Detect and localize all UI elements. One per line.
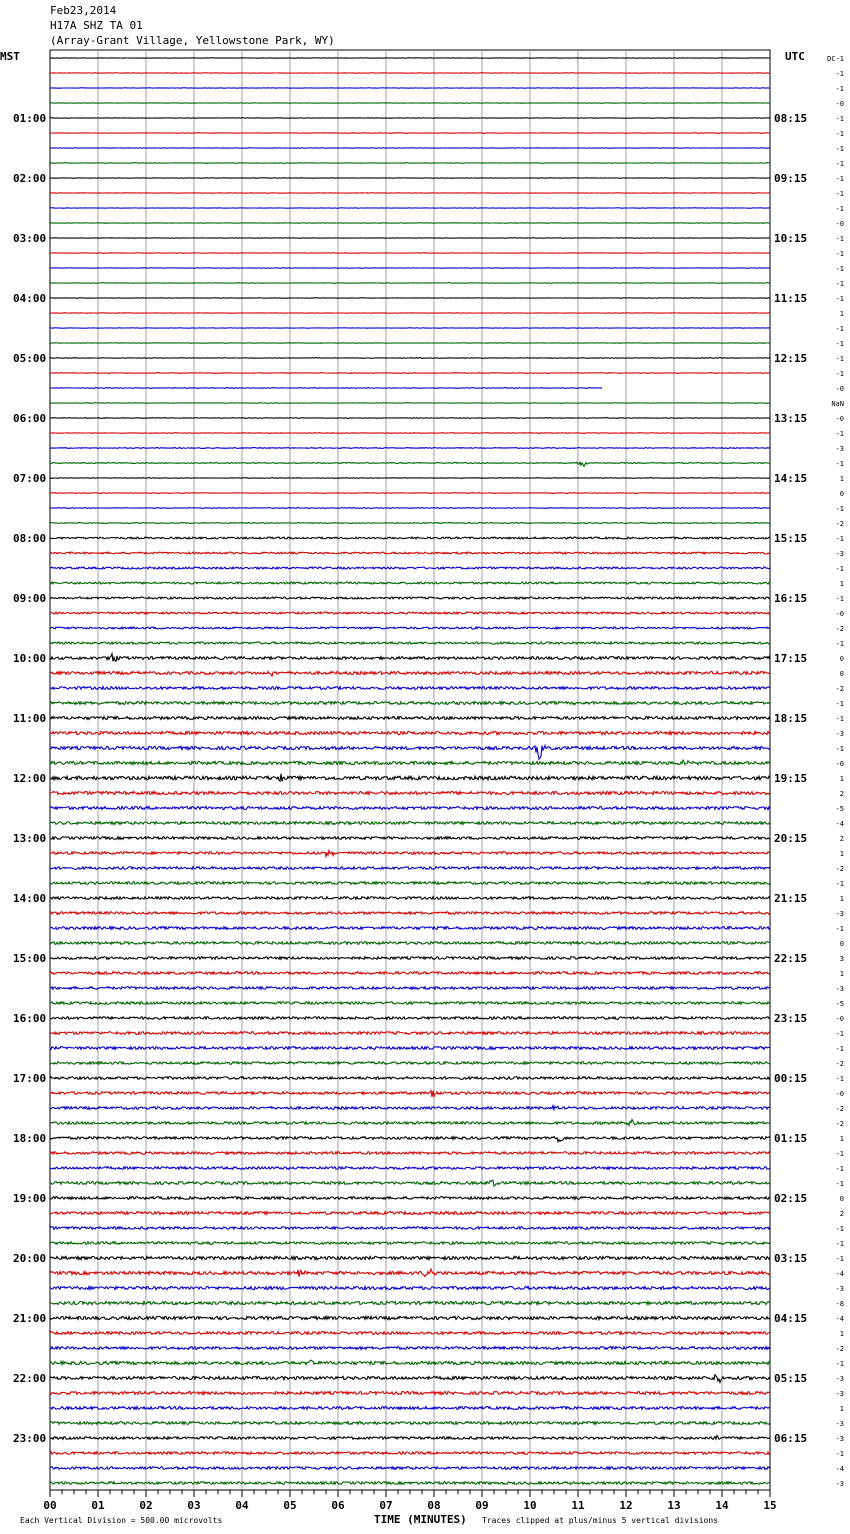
- seismic-trace: [50, 837, 770, 840]
- trace-value-label: 0: [839, 1195, 844, 1203]
- trace-value-label: -1: [835, 355, 844, 363]
- trace-value-label: -3: [835, 1480, 844, 1488]
- seismic-trace: [50, 851, 770, 857]
- utc-label: UTC: [785, 50, 805, 63]
- seismic-trace: [50, 582, 770, 584]
- mst-hour-label: 16:00: [13, 1012, 47, 1025]
- trace-value-label: 1: [839, 1330, 844, 1338]
- trace-value-label: -2: [835, 685, 844, 693]
- trace-value-label: 0: [839, 670, 844, 678]
- trace-value-label: -3: [835, 550, 844, 558]
- utc-hour-label: 12:15: [774, 352, 808, 365]
- clip-note: Traces clipped at plus/minus 5 vertical divisions: [482, 1516, 719, 1525]
- seismic-trace: [50, 1062, 770, 1065]
- trace-value-label: -1: [835, 175, 844, 183]
- trace-value-label: 1: [839, 1405, 844, 1413]
- utc-hour-label: 03:15: [774, 1252, 808, 1265]
- trace-value-label: 0: [839, 940, 844, 948]
- utc-hour-labels: [774, 112, 807, 1445]
- seismic-trace: [50, 927, 770, 930]
- trace-value-label: -1: [835, 1075, 844, 1083]
- seismic-trace: [50, 1120, 770, 1126]
- mst-hour-label: 05:00: [13, 352, 47, 365]
- trace-value-label: 0: [839, 655, 844, 663]
- utc-hour-label: 02:15: [774, 1192, 808, 1205]
- trace-value-label: -2: [835, 1105, 844, 1113]
- trace-value-label: -3: [835, 1375, 844, 1383]
- utc-hour-label: 08:15: [774, 112, 808, 125]
- seismic-trace: [50, 774, 770, 782]
- seismic-trace: [50, 671, 770, 676]
- mst-hour-label: 10:00: [13, 652, 47, 665]
- trace-value-label: -1: [835, 880, 844, 888]
- seismic-trace: [50, 987, 770, 990]
- mst-label: MST: [0, 50, 20, 63]
- trace-value-label: 3: [839, 955, 844, 963]
- trace-value-label: -2: [835, 865, 844, 873]
- trace-value-label: -1: [835, 250, 844, 258]
- seismic-trace: [50, 358, 770, 359]
- mst-hour-label: 14:00: [13, 892, 47, 905]
- trace-value-label: 1: [839, 580, 844, 588]
- seismic-trace: [50, 1137, 770, 1142]
- utc-hour-label: 15:15: [774, 532, 808, 545]
- mst-hour-label: 09:00: [13, 592, 47, 605]
- trace-value-label: -2: [835, 1060, 844, 1068]
- trace-value-label: -2: [835, 520, 844, 528]
- x-tick-label: 13: [667, 1499, 681, 1512]
- trace-value-label: -0: [835, 1015, 844, 1023]
- seismic-trace: [50, 654, 770, 662]
- seismic-trace: [50, 1180, 770, 1186]
- station-location: (Array-Grant Village, Yellowstone Park, WY): [50, 34, 335, 47]
- x-tick-label: 05: [283, 1499, 297, 1512]
- seismic-trace: [50, 478, 770, 479]
- trace-value-label: 1: [839, 475, 844, 483]
- seismic-trace: [50, 373, 770, 374]
- trace-value-label: -1: [835, 295, 844, 303]
- seismic-trace: [50, 508, 770, 509]
- utc-hour-label: 22:15: [774, 952, 808, 965]
- utc-hour-label: 13:15: [774, 412, 808, 425]
- trace-value-label: -1: [835, 235, 844, 243]
- trace-value-label: -1: [835, 190, 844, 198]
- mst-hour-label: 08:00: [13, 532, 47, 545]
- trace-value-label: -0: [835, 760, 844, 768]
- seismic-trace: [50, 1316, 770, 1319]
- seismic-trace: [50, 1301, 770, 1304]
- mst-hour-label: 01:00: [13, 112, 47, 125]
- trace-value-label: 2: [839, 790, 844, 798]
- trace-value-label: 1: [839, 775, 844, 783]
- seismic-trace: [50, 1077, 770, 1080]
- trace-value-label: -3: [835, 1390, 844, 1398]
- mst-hour-label: 15:00: [13, 952, 47, 965]
- x-tick-label: 01: [91, 1499, 105, 1512]
- trace-value-label: -1: [835, 1165, 844, 1173]
- trace-value-label: -1: [835, 340, 844, 348]
- trace-value-label: -1: [835, 505, 844, 513]
- seismic-trace: [50, 1167, 770, 1170]
- trace-value-label: -3: [835, 445, 844, 453]
- seismic-trace: [50, 807, 770, 810]
- seismic-trace: [50, 760, 770, 765]
- trace-value-label: NaN: [831, 400, 844, 408]
- seismic-trace: [50, 552, 770, 554]
- trace-value-label: -3: [835, 1420, 844, 1428]
- x-axis-label: TIME (MINUTES): [374, 1513, 467, 1526]
- seismic-trace: [50, 448, 770, 449]
- plot-date: Feb23,2014: [50, 4, 117, 17]
- seismic-trace: [50, 867, 770, 870]
- seismic-trace: [50, 642, 770, 644]
- trace-value-label: -1: [835, 715, 844, 723]
- x-tick-label: 06: [331, 1499, 345, 1512]
- trace-value-label: -1: [835, 265, 844, 273]
- utc-hour-label: 14:15: [774, 472, 808, 485]
- trace-value-label: -2: [835, 625, 844, 633]
- trace-value-label: -3: [835, 985, 844, 993]
- trace-value-label: -1: [835, 745, 844, 753]
- mst-hour-label: 20:00: [13, 1252, 47, 1265]
- utc-hour-label: 09:15: [774, 172, 808, 185]
- x-axis-ticks: [43, 1490, 776, 1512]
- trace-value-label: -1: [835, 1360, 844, 1368]
- mst-hour-label: 19:00: [13, 1192, 47, 1205]
- x-tick-label: 02: [139, 1499, 153, 1512]
- mst-hour-label: 21:00: [13, 1312, 47, 1325]
- utc-hour-label: 00:15: [774, 1072, 808, 1085]
- seismic-trace: [50, 897, 770, 900]
- seismic-trace: [50, 882, 770, 885]
- seismic-trace: [50, 1047, 770, 1050]
- seismic-trace: [50, 1269, 770, 1277]
- seismic-trace: [50, 567, 770, 569]
- seismic-trace: [50, 1256, 770, 1259]
- trace-value-label: 1: [839, 850, 844, 858]
- seismic-trace: [50, 717, 770, 720]
- utc-hour-label: 11:15: [774, 292, 808, 305]
- trace-value-label: -1: [835, 325, 844, 333]
- trace-value-label: -3: [835, 730, 844, 738]
- seismic-trace: [50, 687, 770, 690]
- seismic-trace: [50, 1407, 770, 1410]
- seismic-trace: [50, 957, 770, 960]
- x-tick-label: 09: [475, 1499, 489, 1512]
- trace-value-label: -4: [835, 1315, 844, 1323]
- trace-value-label: -1: [835, 1045, 844, 1053]
- trace-value-label: -1: [835, 85, 844, 93]
- mst-hour-labels: [13, 112, 46, 1445]
- mst-hour-label: 22:00: [13, 1372, 47, 1385]
- utc-hour-label: 10:15: [774, 232, 808, 245]
- utc-hour-label: 06:15: [774, 1432, 808, 1445]
- trace-value-label: 1: [839, 310, 844, 318]
- seismic-trace: [50, 1242, 770, 1245]
- mst-hour-label: 02:00: [13, 172, 47, 185]
- seismic-trace: [50, 731, 770, 734]
- mst-hour-label: 13:00: [13, 832, 47, 845]
- trace-value-label: -1: [835, 205, 844, 213]
- trace-value-label: 0: [839, 490, 844, 498]
- seismic-trace: [50, 612, 770, 614]
- seismic-trace: [50, 791, 770, 794]
- trace-value-label: -0: [835, 100, 844, 108]
- scale-note: Each Vertical Division = 500.00 microvolts: [20, 1516, 223, 1525]
- trace-value-label: 1: [839, 895, 844, 903]
- trace-value-label: -0: [835, 385, 844, 393]
- seismic-trace: [50, 972, 770, 975]
- seismic-trace: [50, 746, 770, 760]
- mst-hour-label: 04:00: [13, 292, 47, 305]
- x-tick-label: 10: [523, 1499, 537, 1512]
- seismic-trace: [50, 1152, 770, 1155]
- x-tick-label: 08: [427, 1499, 441, 1512]
- trace-group: [50, 58, 770, 1485]
- seismic-trace: [50, 1392, 770, 1395]
- seismic-trace: [50, 597, 770, 599]
- trace-value-label: -1: [835, 925, 844, 933]
- trace-value-label: -2: [835, 1120, 844, 1128]
- x-tick-label: 07: [379, 1499, 393, 1512]
- trace-value-label: -1: [835, 565, 844, 573]
- x-tick-label: 04: [235, 1499, 249, 1512]
- trace-value-label: -1: [835, 535, 844, 543]
- x-tick-label: 11: [571, 1499, 585, 1512]
- x-tick-label: 03: [187, 1499, 201, 1512]
- seismic-trace: [50, 1106, 770, 1110]
- mst-hour-label: 06:00: [13, 412, 47, 425]
- trace-value-label: -3: [835, 1435, 844, 1443]
- utc-hour-label: 18:15: [774, 712, 808, 725]
- trace-value-label: -0: [835, 1090, 844, 1098]
- seismic-trace: [50, 1436, 770, 1440]
- seismic-trace: [50, 1452, 770, 1455]
- mst-hour-label: 07:00: [13, 472, 47, 485]
- trace-value-label: -4: [835, 820, 844, 828]
- trace-value-label: -1: [835, 1450, 844, 1458]
- x-tick-label: 14: [715, 1499, 729, 1512]
- utc-hour-label: 20:15: [774, 832, 808, 845]
- utc-hour-label: 05:15: [774, 1372, 808, 1385]
- trace-value-label: -1: [835, 1240, 844, 1248]
- utc-hour-label: 16:15: [774, 592, 808, 605]
- trace-value-label: -3: [835, 910, 844, 918]
- station-id: H17A SHZ TA 01: [50, 19, 143, 32]
- trace-value-label: -1: [835, 1255, 844, 1263]
- utc-hour-label: 17:15: [774, 652, 808, 665]
- seismic-trace: [50, 418, 770, 419]
- seismic-trace: [50, 537, 770, 539]
- trace-value-label: -0: [835, 610, 844, 618]
- trace-value-label: -1: [835, 160, 844, 168]
- trace-value-label: -1: [835, 280, 844, 288]
- seismic-trace: [50, 1467, 770, 1470]
- seismic-trace: [50, 942, 770, 945]
- trace-value-label: -1: [835, 130, 844, 138]
- seismic-trace: [50, 1360, 770, 1365]
- seismic-trace: [50, 493, 770, 494]
- trace-value-label: -1: [835, 595, 844, 603]
- seismic-trace: [50, 1482, 770, 1485]
- trace-value-label: -4: [835, 1465, 844, 1473]
- seismic-trace: [50, 1347, 770, 1350]
- seismic-trace: [50, 1227, 770, 1230]
- trace-value-label: -1: [835, 1030, 844, 1038]
- trace-value-label: -1: [835, 115, 844, 123]
- x-tick-label: 15: [763, 1499, 777, 1512]
- trace-value-label: -1: [835, 700, 844, 708]
- trace-value-label: -1: [835, 460, 844, 468]
- trace-value-label: 2: [839, 835, 844, 843]
- trace-value-label: -1: [835, 70, 844, 78]
- seismic-trace: [50, 433, 770, 434]
- seismic-trace: [50, 627, 770, 629]
- trace-value-label: 2: [839, 1210, 844, 1218]
- trace-value-label: -1: [835, 430, 844, 438]
- x-tick-label: 00: [43, 1499, 57, 1512]
- trace-value-label: -1: [835, 370, 844, 378]
- seismic-trace: [50, 1017, 770, 1020]
- trace-value-label: -0: [835, 220, 844, 228]
- trace-value-label: 1: [839, 1135, 844, 1143]
- seismic-trace: [50, 1422, 770, 1425]
- seismic-trace: [50, 1032, 770, 1035]
- trace-value-label: -1: [835, 1150, 844, 1158]
- trace-value-label: -2: [835, 1345, 844, 1353]
- mst-hour-label: 23:00: [13, 1432, 47, 1445]
- trace-offset-values: [827, 55, 844, 1488]
- mst-hour-label: 18:00: [13, 1132, 47, 1145]
- utc-hour-label: 19:15: [774, 772, 808, 785]
- seismic-trace: [50, 1286, 770, 1289]
- utc-hour-label: 01:15: [774, 1132, 808, 1145]
- trace-value-label: -5: [835, 805, 844, 813]
- seismic-trace: [50, 388, 602, 389]
- mst-hour-label: 11:00: [13, 712, 47, 725]
- seismic-trace: [50, 1332, 770, 1335]
- seismic-trace: [50, 912, 770, 915]
- trace-value-label: -5: [835, 1000, 844, 1008]
- utc-hour-label: 04:15: [774, 1312, 808, 1325]
- seismic-trace: [50, 1091, 770, 1097]
- seismic-trace: [50, 462, 770, 466]
- mst-hour-label: 03:00: [13, 232, 47, 245]
- trace-value-label: -1: [835, 640, 844, 648]
- trace-value-label: -3: [835, 1285, 844, 1293]
- trace-value-label: DC-1: [827, 55, 844, 63]
- mst-hour-label: 17:00: [13, 1072, 47, 1085]
- trace-value-label: -8: [835, 1300, 844, 1308]
- seismic-trace: [50, 523, 770, 524]
- trace-value-label: -0: [835, 415, 844, 423]
- seismic-trace: [50, 1212, 770, 1215]
- mst-hour-label: 12:00: [13, 772, 47, 785]
- seismic-trace: [50, 1375, 770, 1383]
- trace-value-label: -4: [835, 1270, 844, 1278]
- seismic-trace: [50, 1002, 770, 1005]
- seismic-trace: [50, 702, 770, 705]
- trace-value-label: -1: [835, 1180, 844, 1188]
- x-tick-label: 12: [619, 1499, 633, 1512]
- trace-value-label: -1: [835, 145, 844, 153]
- trace-value-label: 1: [839, 970, 844, 978]
- seismic-trace: [50, 822, 770, 825]
- trace-value-label: -1: [835, 1225, 844, 1233]
- utc-hour-label: 23:15: [774, 1012, 808, 1025]
- seismic-trace: [50, 1197, 770, 1200]
- utc-hour-label: 21:15: [774, 892, 808, 905]
